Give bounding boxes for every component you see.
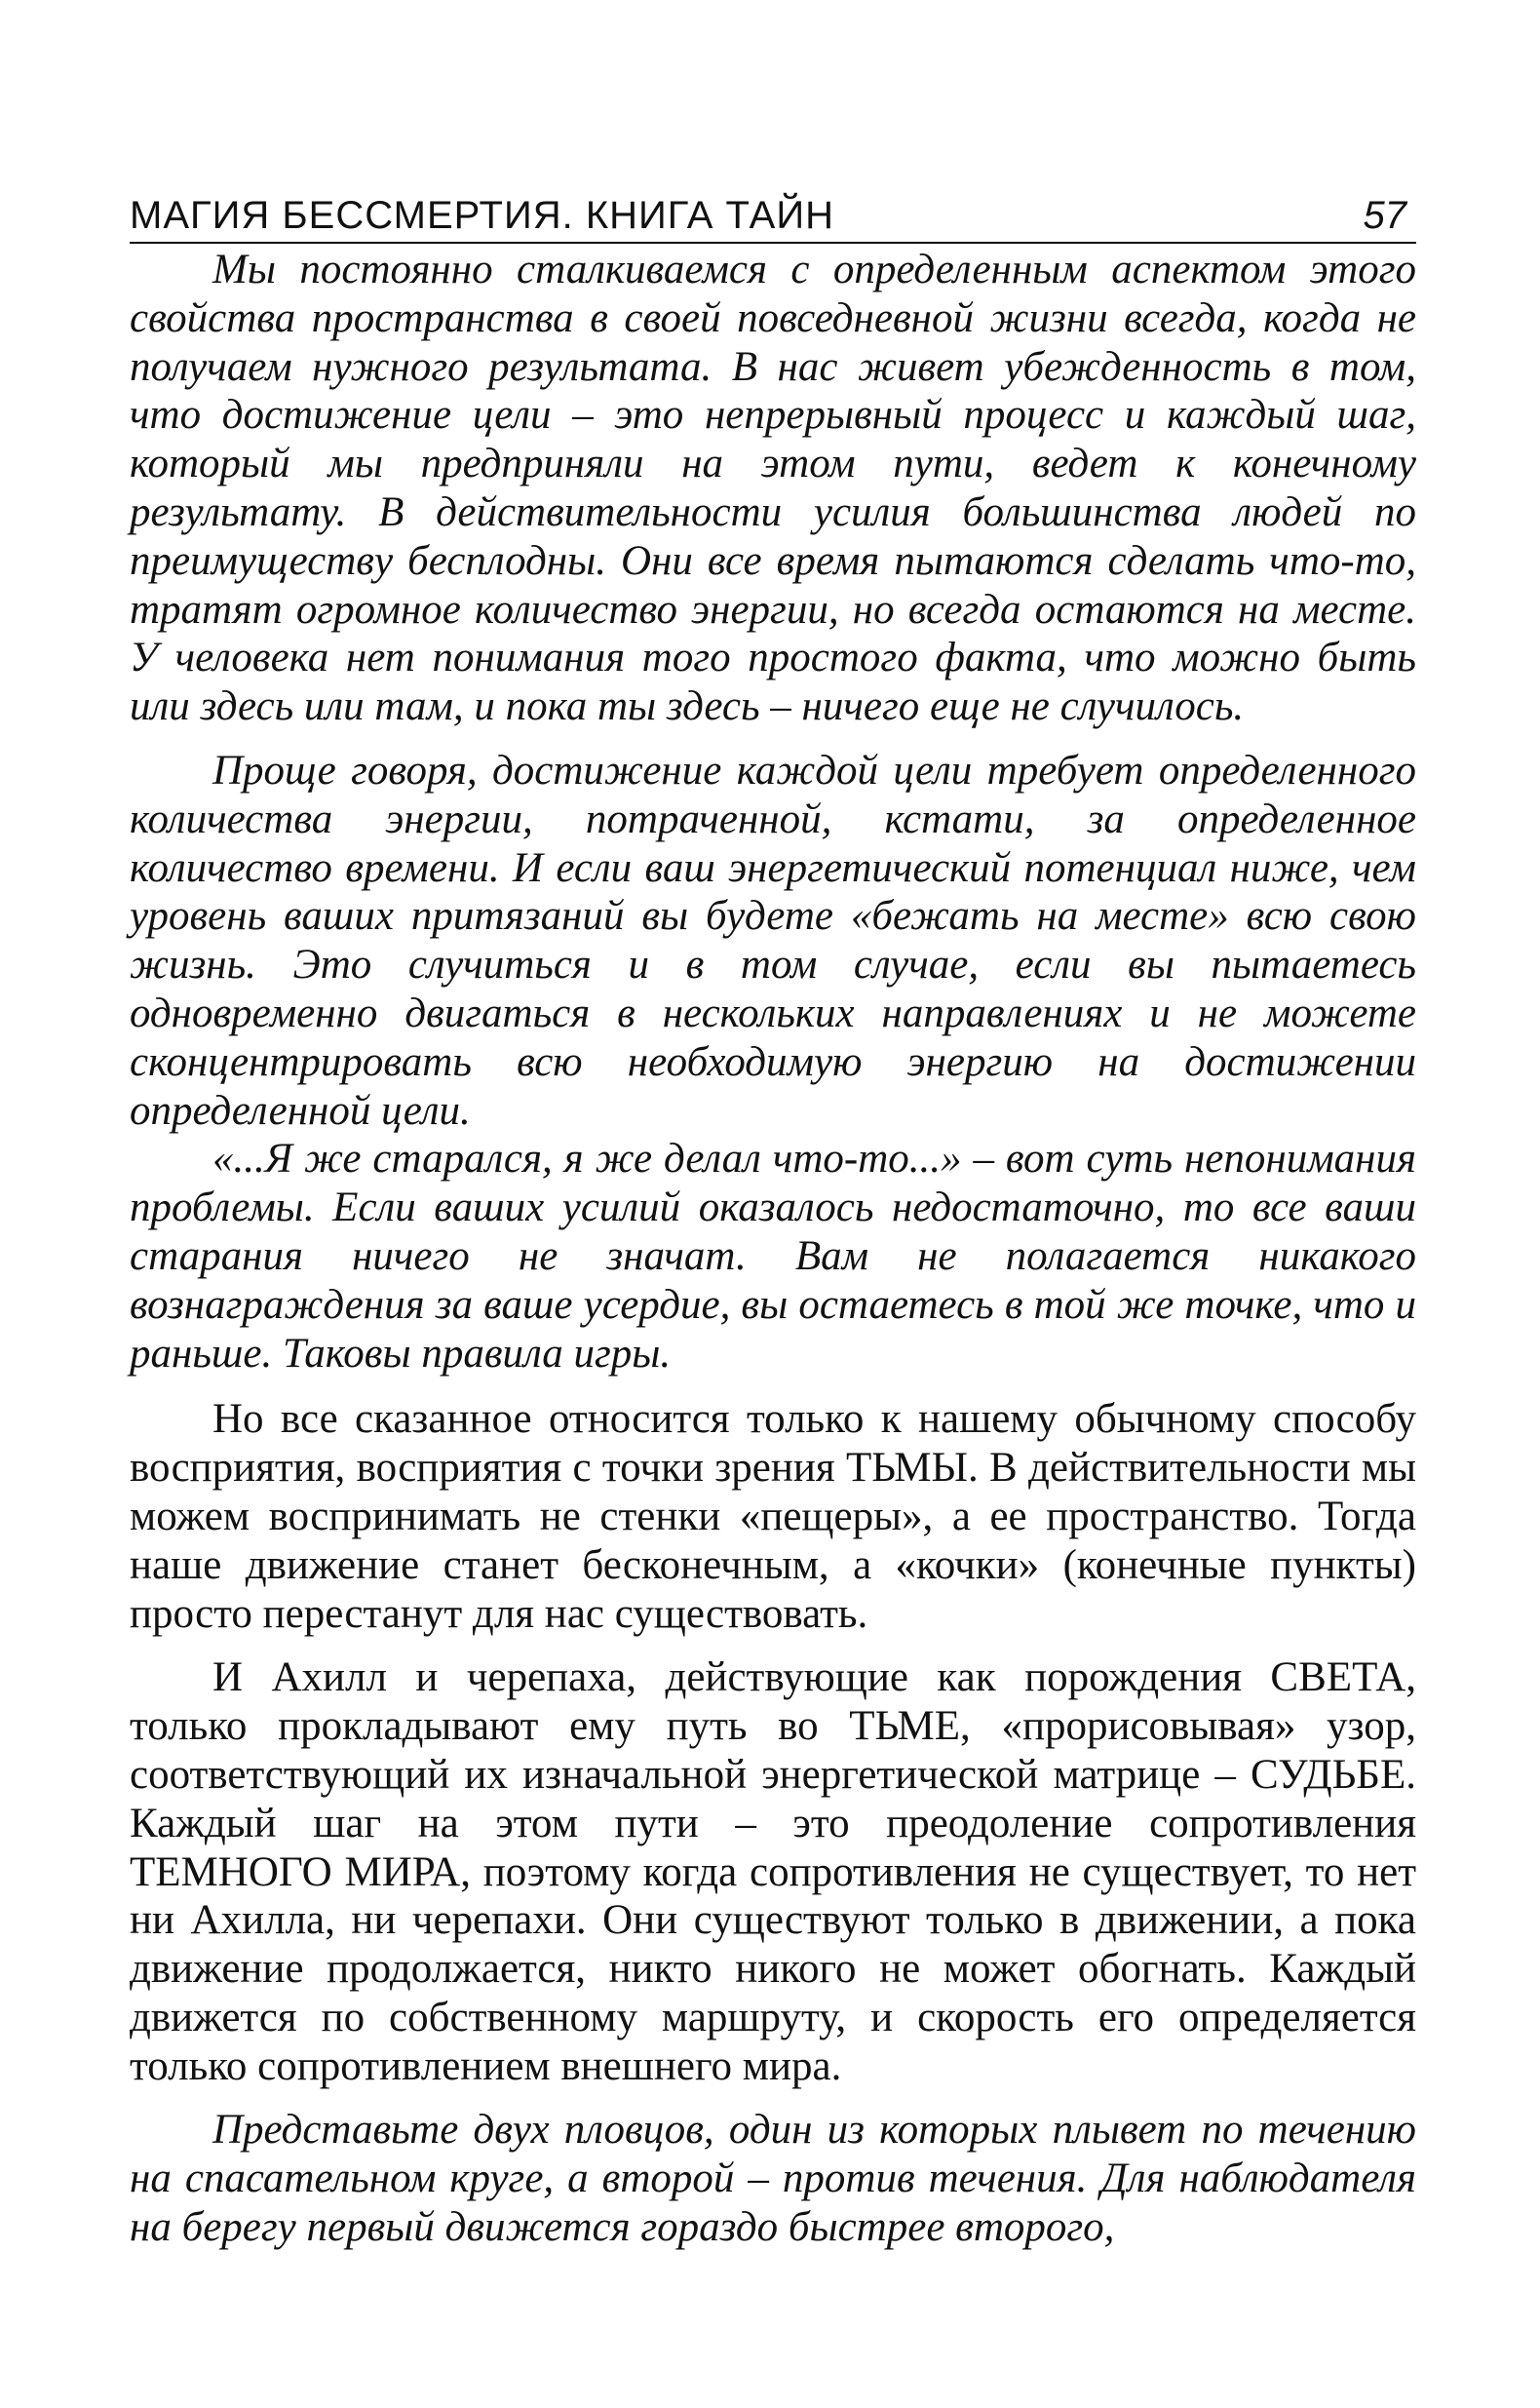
paragraph-6: Представьте двух пловцов, один из которых плывет по течению на спасательном круге, а второй – против течения. Для наблюдателя на берегу первый движется гораздо быстрее второго,	[130, 2107, 1416, 2251]
paragraph-5: И Ахилл и черепаха, действующие как порождения СВЕТА, только прокладывают ему путь во ТЬМЕ, «прорисовывая» узор, соответствующий их изначальной энергетической матрице – СУДЬБЕ. Каждый шаг на этом пути – это преодоление сопротивления ТЕМНОГО МИРА, поэтому когда сопротивления не существует, то нет ни Ахилла, ни черепахи. Они существуют только в движении, а пока движение продолжается, никто никого не может обогнать. Каждый движется по собственному маршруту, и скорость его определяется только сопротивлением внешнего мира.	[130, 1654, 1416, 2089]
paragraph-1: Мы постоянно сталкиваемся с определенным аспектом этого свойства пространства в своей повседневной жизни всегда, когда не получаем нужного результата. В нас живет убежденность в том, что достижение цели – это непрерывный процесс и каждый шаг, который мы предприняли на этом пути, ведет к конечному результату. В действительности усилия большинства людей по преимуществу бесплодны. Они все время пытаются сделать что-то, тратят огромное количество энергии, но всегда остаются на месте. У человека нет понимания того простого факта, что можно быть или здесь или там, и пока ты здесь – ничего еще не случилось.	[130, 247, 1416, 730]
paragraph-4: Но все сказанное относится только к нашему обычному способу восприятия, восприятия с точки зрения ТЬМЫ. В действительности мы можем воспринимать не стенки «пещеры», а ее пространство. Тогда наше движение станет бесконечным, а «кочки» (конечные пункты) просто перестанут для нас существовать.	[130, 1396, 1416, 1637]
page-number: 57	[1363, 194, 1406, 237]
running-title: МАГИЯ БЕССМЕРТИЯ. КНИГА ТАЙН	[130, 194, 834, 237]
paragraph-2: Проще говоря, достижение каждой цели требует определенного количества энергии, потраченной, кстати, за определенное количество времени. И если ваш энергетический потенциал ниже, чем уровень ваших притязаний вы будете «бежать на месте» всю свою жизнь. Это случиться и в том случае, если вы пытаетесь одновременно двигаться в нескольких направлениях и не можете сконцентрировать всю необходимую энергию на достижении определенной цели.	[130, 747, 1416, 1134]
body-text	[130, 246, 1416, 2252]
paragraph-3: «...Я же старался, я же делал что-то...» – вот суть непонимания проблемы. Если ваших усилий оказалось недостаточно, то все ваши старания ничего не значат. Вам не полагается никакого вознаграждения за ваше усердие, вы остаетесь в той же точке, что и раньше. Таковы правила игры.	[130, 1136, 1416, 1377]
running-header	[130, 181, 1416, 244]
